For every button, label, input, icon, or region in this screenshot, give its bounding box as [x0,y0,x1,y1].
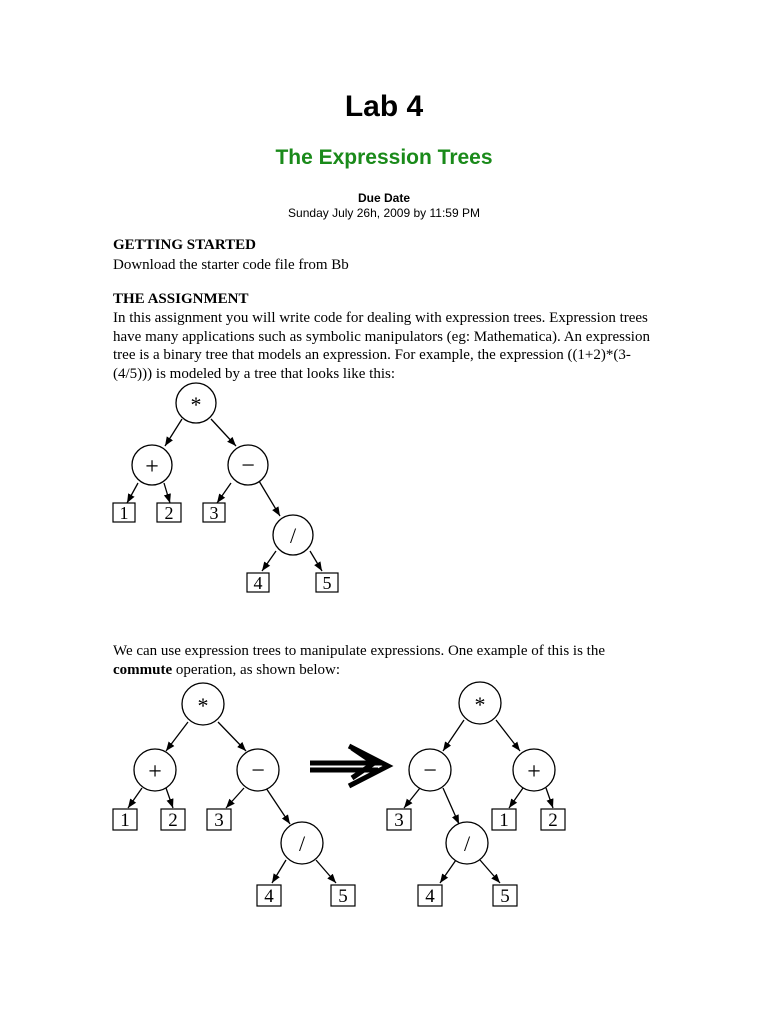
tree-leaf [247,573,269,593]
tree-leaf-label: 1 [499,810,509,831]
commute-term: commute [113,661,173,678]
tree-leaf-label: 3 [394,810,404,831]
tree-node-label: / [289,523,297,548]
tree-node-minus [409,749,451,791]
commute-line-rest: operation, as shown below: [172,661,341,678]
expression-tree-figure [113,383,338,593]
tree-node-plus [134,749,176,791]
tree-node-root [176,383,216,423]
page-title: Lab 4 [344,90,424,123]
tree-node-label: * [190,392,202,417]
tree-node-root [459,682,501,724]
tree-node-label: * [474,692,486,717]
tree-leaf [207,809,231,831]
commute-paragraph [113,642,658,679]
tree-leaf [203,503,225,523]
due-date-label: Due Date [357,191,410,205]
tree-leaf-label: 5 [322,573,332,593]
tree-leaf-label: 4 [425,886,435,907]
tree-leaf [113,809,137,831]
tree-node-label: − [241,453,255,479]
assignment-line: have many applications such as symbolic manipulators (eg: Mathematica). An expression [113,328,650,345]
assignment-line: (4/5))) is modeled by a tree that looks like this: [113,365,396,382]
tree-node-divide [281,822,323,864]
assignment-heading: THE ASSIGNMENT [113,291,249,307]
tree-node-label: + [527,759,541,785]
tree-leaf [257,885,281,907]
commute-arrow-icon [310,746,388,786]
tree-leaf-label: 4 [264,886,274,907]
commute-line: We can use expression trees to manipulate expressions. One example of this is the [113,643,605,659]
tree-leaf-label: 1 [119,503,129,523]
tree-node-root [182,683,224,725]
tree-node-plus [132,445,172,485]
tree-node-label: + [145,454,159,480]
tree-node-label: * [197,693,209,718]
tree-node-divide [446,822,488,864]
tree-leaf-label: 5 [338,886,348,907]
tree-leaf-label: 2 [548,810,558,831]
tree-node-divide [273,515,313,555]
getting-started-heading: GETTING STARTED [113,237,256,253]
tree-leaf-label: 3 [214,810,224,831]
assignment-line: In this assignment you will write code for dealing with expression trees. Expression trees [113,310,648,326]
tree-node-label: − [423,758,437,784]
tree-node-minus [237,749,279,791]
commute-before-tree [113,683,355,907]
commute-line-2 [113,661,658,680]
tree-leaf-label: 2 [164,503,174,523]
getting-started-text: Download the starter code file from Bb [113,257,349,273]
tree-node-plus [513,749,555,791]
due-date-value: Sunday July 26h, 2009 by 11:59 PM [288,206,480,220]
tree-leaf [493,885,517,907]
tree-node-minus [228,445,268,485]
tree-leaf [113,503,135,523]
tree-leaf [541,809,565,831]
tree-leaf [316,573,338,593]
commute-after-tree [387,682,565,907]
tree-leaf-label: 1 [120,810,130,831]
tree-leaf [161,809,185,831]
tree-node-label: / [298,831,306,856]
tree-leaf [418,885,442,907]
page-subtitle: The Expression Trees [275,146,493,169]
tree-leaf-label: 4 [253,573,263,593]
tree-leaf-label: 3 [209,503,219,523]
tree-leaf [387,809,411,831]
tree-leaf-label: 5 [500,886,510,907]
tree-node-label: + [148,759,162,785]
tree-leaf [157,503,181,523]
tree-leaf [331,885,355,907]
tree-node-label: / [463,831,471,856]
tree-leaf-label: 2 [168,810,178,831]
tree-leaf [492,809,516,831]
assignment-line: tree is a binary tree that models an expression. For example, the expression ((1+2)*(3- [113,347,631,363]
tree-node-label: − [251,758,265,784]
